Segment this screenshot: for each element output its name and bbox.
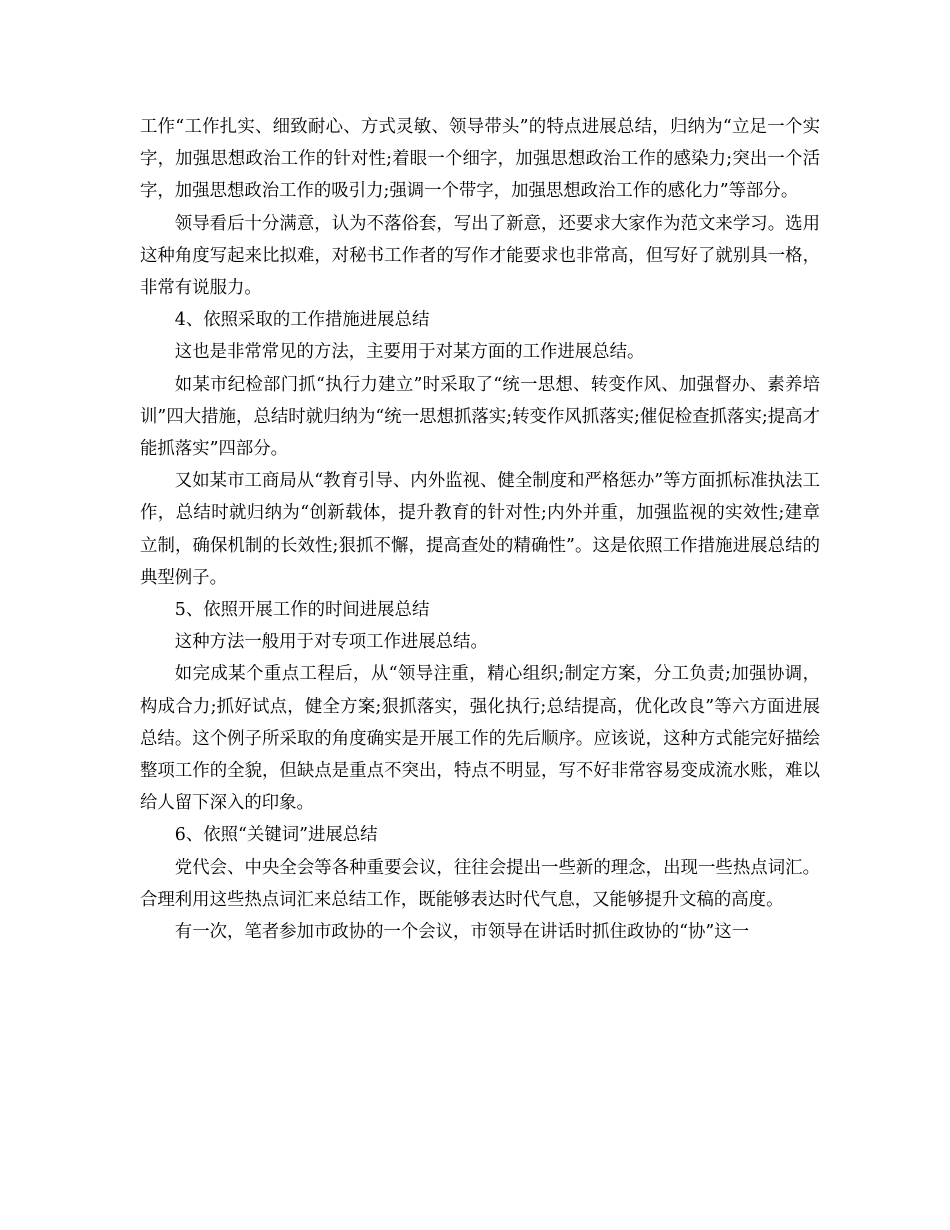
paragraph-11: 党代会、中央全会等各种重要会议，往往会提出一些新的理念，出现一些热点词汇。合理利用这些热点词汇来总结工作，既能够表达时代气息，又能够提升文稿的高度。 bbox=[140, 857, 820, 910]
paragraph-8: 这种方法一般用于对专项工作进展总结。 bbox=[174, 632, 488, 653]
paragraph-9: 如完成某个重点工程后，从“领导注重，精心组织;制定方案，分工负责;加强协调，构成合力;抓好试点，健全方案;狠抓落实，强化执行;总结提高，优化改良”等六方面进展总结。这个例子所采取的角度确实是开展工作的先后顺序。应该说，这种方式能完好描绘整项工作的全貌，但缺点是重点不突出，特点不明显，写不好非常容易变成流水账，难以给人留下深入的印象。 bbox=[140, 664, 820, 814]
section-heading-4: 4、依照采取的工作措施进展总结 bbox=[174, 310, 430, 331]
paragraph-6: 又如某市工商局从“教育引导、内外监视、健全制度和严格惩办”等方面抓标准执法工作，总结时就归纳为“创新载体，提升教育的针对性;内外并重，加强监视的实效性;建章立制，确保机制的长效性;狠抓不懈，提高查处的精确性”。这是依照工作措施进展总结的典型例子。 bbox=[140, 471, 820, 588]
paragraph-4: 这也是非常常见的方法，主要用于对某方面的工作进展总结。 bbox=[174, 342, 645, 363]
paragraph-5: 如某市纪检部门抓“执行力建立”时采取了“统一思想、转变作风、加强督办、素养培训”四大措施，总结时就归纳为“统一思想抓落实;转变作风抓落实;催促检查抓落实;提高才能抓落实”四部分。 bbox=[140, 374, 820, 460]
paragraph-2: 领导看后十分满意，认为不落俗套，写出了新意，还要求大家作为范文来学习。选用这种角度写起来比拟难，对秘书工作者的写作才能要求也非常高，但写好了就别具一格，非常有说服力。 bbox=[140, 213, 820, 299]
section-heading-5: 5、依照开展工作的时间进展总结 bbox=[174, 600, 430, 621]
document-body bbox=[140, 111, 820, 948]
section-heading-6: 6、依照“关键词”进展总结 bbox=[174, 825, 378, 846]
paragraph-12: 有一次，笔者参加市政协的一个会议，市领导在讲话时抓住政协的“协”这一 bbox=[174, 922, 750, 943]
paragraph-1: 工作“工作扎实、细致耐心、方式灵敏、领导带头”的特点进展总结，归纳为“立足一个实字，加强思想政治工作的针对性;着眼一个细字，加强思想政治工作的感染力;突出一个活字，加强思想政治工作的吸引力;强调一个带字，加强思想政治工作的感化力”等部分。 bbox=[140, 117, 820, 202]
